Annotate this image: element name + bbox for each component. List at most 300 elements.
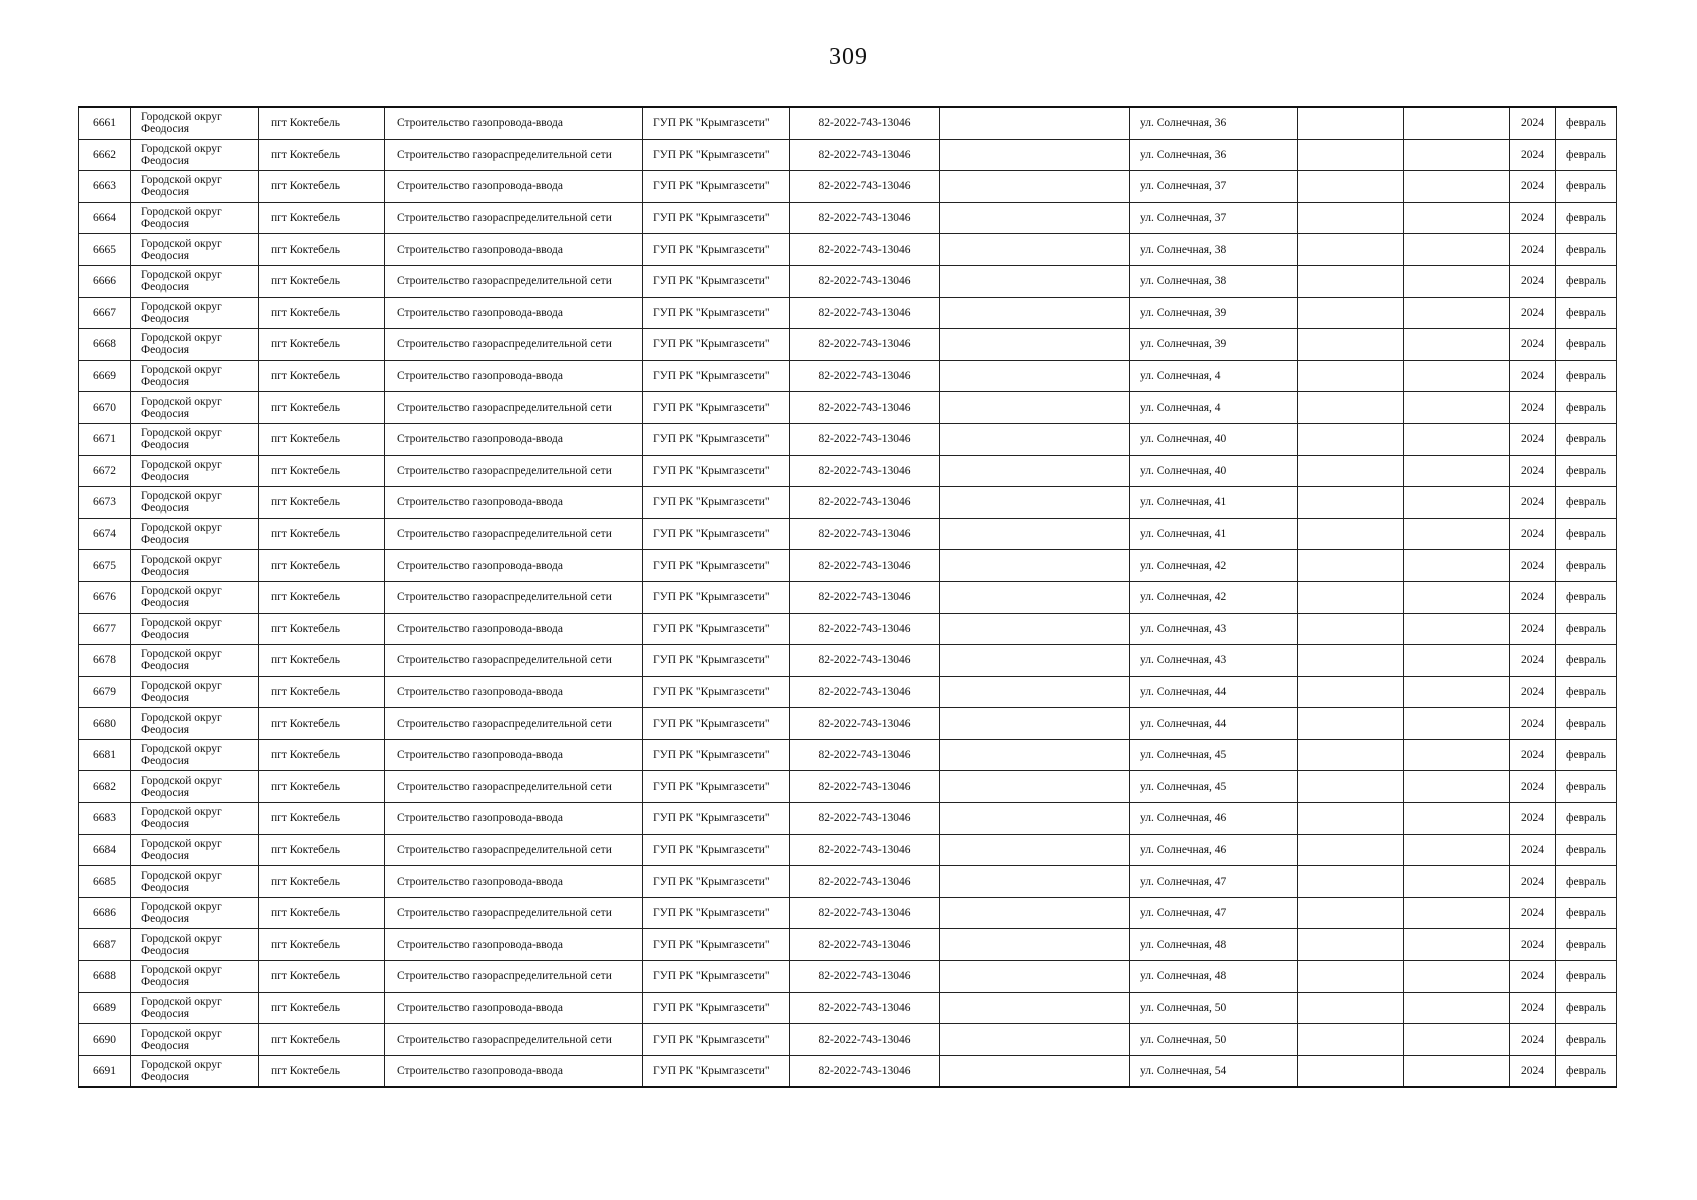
month-cell: февраль (1556, 645, 1617, 677)
program-code-cell: 82-2022-743-13046 (790, 929, 940, 961)
work-type-cell: Строительство газопровода-ввода (385, 107, 643, 139)
row-number: 6689 (79, 992, 131, 1024)
address-cell: ул. Солнечная, 39 (1130, 297, 1298, 329)
program-code-cell: 82-2022-743-13046 (790, 329, 940, 361)
work-type-cell: Строительство газопровода-ввода (385, 297, 643, 329)
empty-cell (940, 992, 1130, 1024)
empty-cell (1298, 423, 1404, 455)
table-row (79, 771, 1617, 803)
address-cell: ул. Солнечная, 54 (1130, 1055, 1298, 1087)
table-row (79, 171, 1617, 203)
row-number: 6676 (79, 581, 131, 613)
empty-cell (1298, 265, 1404, 297)
table-row (79, 107, 1617, 139)
settlement-cell: пгт Коктебель (259, 107, 385, 139)
table-row (79, 329, 1617, 361)
row-number: 6686 (79, 897, 131, 929)
table-row (79, 708, 1617, 740)
district-cell: Городской округ Феодосия (131, 107, 259, 139)
work-type-cell: Строительство газораспределительной сети (385, 202, 643, 234)
district-cell: Городской округ Феодосия (131, 866, 259, 898)
organization-cell: ГУП РК "Крымгазсети" (643, 423, 790, 455)
district-cell: Городской округ Феодосия (131, 518, 259, 550)
table-row (79, 897, 1617, 929)
row-number: 6668 (79, 329, 131, 361)
month-cell: февраль (1556, 550, 1617, 582)
district-cell: Городской округ Феодосия (131, 771, 259, 803)
row-number: 6685 (79, 866, 131, 898)
empty-cell (940, 487, 1130, 519)
empty-cell (940, 1055, 1130, 1087)
district-cell: Городской округ Феодосия (131, 834, 259, 866)
program-code-cell: 82-2022-743-13046 (790, 739, 940, 771)
empty-cell (1298, 1055, 1404, 1087)
program-code-cell: 82-2022-743-13046 (790, 265, 940, 297)
month-cell: февраль (1556, 392, 1617, 424)
month-cell: февраль (1556, 676, 1617, 708)
row-number: 6690 (79, 1024, 131, 1056)
address-cell: ул. Солнечная, 42 (1130, 550, 1298, 582)
program-code-cell: 82-2022-743-13046 (790, 676, 940, 708)
empty-cell (1298, 897, 1404, 929)
empty-cell (1298, 202, 1404, 234)
table-row (79, 1024, 1617, 1056)
empty-cell (940, 392, 1130, 424)
settlement-cell: пгт Коктебель (259, 771, 385, 803)
empty-cell (940, 360, 1130, 392)
table-row (79, 1055, 1617, 1087)
table-row (79, 834, 1617, 866)
work-type-cell: Строительство газораспределительной сети (385, 645, 643, 677)
program-code-cell: 82-2022-743-13046 (790, 360, 940, 392)
year-cell: 2024 (1510, 234, 1556, 266)
address-cell: ул. Солнечная, 37 (1130, 202, 1298, 234)
row-number: 6666 (79, 265, 131, 297)
address-cell: ул. Солнечная, 4 (1130, 360, 1298, 392)
empty-cell (940, 265, 1130, 297)
row-number: 6681 (79, 739, 131, 771)
empty-cell (940, 676, 1130, 708)
empty-cell (940, 645, 1130, 677)
settlement-cell: пгт Коктебель (259, 171, 385, 203)
settlement-cell: пгт Коктебель (259, 834, 385, 866)
empty-cell (1404, 1024, 1510, 1056)
month-cell: февраль (1556, 739, 1617, 771)
year-cell: 2024 (1510, 265, 1556, 297)
program-code-cell: 82-2022-743-13046 (790, 392, 940, 424)
district-cell: Городской округ Феодосия (131, 645, 259, 677)
address-cell: ул. Солнечная, 40 (1130, 423, 1298, 455)
table-row (79, 613, 1617, 645)
address-cell: ул. Солнечная, 48 (1130, 929, 1298, 961)
year-cell: 2024 (1510, 961, 1556, 993)
row-number: 6675 (79, 550, 131, 582)
row-number: 6662 (79, 139, 131, 171)
empty-cell (1404, 265, 1510, 297)
settlement-cell: пгт Коктебель (259, 202, 385, 234)
empty-cell (1404, 771, 1510, 803)
empty-cell (1298, 1024, 1404, 1056)
row-number: 6667 (79, 297, 131, 329)
month-cell: февраль (1556, 992, 1617, 1024)
address-cell: ул. Солнечная, 45 (1130, 739, 1298, 771)
work-type-cell: Строительство газораспределительной сети (385, 518, 643, 550)
address-cell: ул. Солнечная, 45 (1130, 771, 1298, 803)
empty-cell (940, 297, 1130, 329)
empty-cell (1298, 329, 1404, 361)
district-cell: Городской округ Феодосия (131, 676, 259, 708)
table-row (79, 866, 1617, 898)
month-cell: февраль (1556, 1024, 1617, 1056)
district-cell: Городской округ Феодосия (131, 329, 259, 361)
settlement-cell: пгт Коктебель (259, 708, 385, 740)
address-cell: ул. Солнечная, 46 (1130, 803, 1298, 835)
address-cell: ул. Солнечная, 44 (1130, 708, 1298, 740)
year-cell: 2024 (1510, 1055, 1556, 1087)
program-code-cell: 82-2022-743-13046 (790, 107, 940, 139)
row-number: 6691 (79, 1055, 131, 1087)
month-cell: февраль (1556, 929, 1617, 961)
empty-cell (1298, 708, 1404, 740)
gas-works-registry-table (78, 106, 1617, 1088)
work-type-cell: Строительство газораспределительной сети (385, 329, 643, 361)
empty-cell (1404, 708, 1510, 740)
settlement-cell: пгт Коктебель (259, 265, 385, 297)
month-cell: февраль (1556, 834, 1617, 866)
empty-cell (1404, 961, 1510, 993)
month-cell: февраль (1556, 897, 1617, 929)
year-cell: 2024 (1510, 613, 1556, 645)
row-number: 6679 (79, 676, 131, 708)
table-row (79, 645, 1617, 677)
month-cell: февраль (1556, 139, 1617, 171)
settlement-cell: пгт Коктебель (259, 1055, 385, 1087)
program-code-cell: 82-2022-743-13046 (790, 234, 940, 266)
organization-cell: ГУП РК "Крымгазсети" (643, 360, 790, 392)
empty-cell (940, 771, 1130, 803)
district-cell: Городской округ Феодосия (131, 139, 259, 171)
program-code-cell: 82-2022-743-13046 (790, 423, 940, 455)
organization-cell: ГУП РК "Крымгазсети" (643, 139, 790, 171)
empty-cell (1404, 803, 1510, 835)
empty-cell (1404, 234, 1510, 266)
empty-cell (1298, 581, 1404, 613)
year-cell: 2024 (1510, 645, 1556, 677)
year-cell: 2024 (1510, 708, 1556, 740)
organization-cell: ГУП РК "Крымгазсети" (643, 645, 790, 677)
organization-cell: ГУП РК "Крымгазсети" (643, 171, 790, 203)
work-type-cell: Строительство газораспределительной сети (385, 834, 643, 866)
row-number: 6670 (79, 392, 131, 424)
program-code-cell: 82-2022-743-13046 (790, 961, 940, 993)
row-number: 6663 (79, 171, 131, 203)
empty-cell (1298, 297, 1404, 329)
district-cell: Городской округ Феодосия (131, 202, 259, 234)
program-code-cell: 82-2022-743-13046 (790, 803, 940, 835)
organization-cell: ГУП РК "Крымгазсети" (643, 202, 790, 234)
empty-cell (1298, 487, 1404, 519)
year-cell: 2024 (1510, 676, 1556, 708)
row-number: 6673 (79, 487, 131, 519)
empty-cell (1298, 107, 1404, 139)
work-type-cell: Строительство газораспределительной сети (385, 392, 643, 424)
row-number: 6682 (79, 771, 131, 803)
table-row (79, 518, 1617, 550)
row-number: 6664 (79, 202, 131, 234)
row-number: 6672 (79, 455, 131, 487)
empty-cell (940, 423, 1130, 455)
address-cell: ул. Солнечная, 38 (1130, 234, 1298, 266)
district-cell: Городской округ Феодосия (131, 234, 259, 266)
address-cell: ул. Солнечная, 36 (1130, 107, 1298, 139)
month-cell: февраль (1556, 423, 1617, 455)
month-cell: февраль (1556, 708, 1617, 740)
empty-cell (940, 455, 1130, 487)
settlement-cell: пгт Коктебель (259, 803, 385, 835)
settlement-cell: пгт Коктебель (259, 234, 385, 266)
address-cell: ул. Солнечная, 43 (1130, 645, 1298, 677)
empty-cell (1298, 613, 1404, 645)
table-row (79, 487, 1617, 519)
empty-cell (940, 1024, 1130, 1056)
empty-cell (1298, 771, 1404, 803)
month-cell: февраль (1556, 866, 1617, 898)
district-cell: Городской округ Феодосия (131, 487, 259, 519)
work-type-cell: Строительство газораспределительной сети (385, 455, 643, 487)
empty-cell (940, 803, 1130, 835)
year-cell: 2024 (1510, 297, 1556, 329)
empty-cell (1298, 866, 1404, 898)
program-code-cell: 82-2022-743-13046 (790, 1055, 940, 1087)
work-type-cell: Строительство газопровода-ввода (385, 676, 643, 708)
empty-cell (1298, 645, 1404, 677)
row-number: 6678 (79, 645, 131, 677)
program-code-cell: 82-2022-743-13046 (790, 581, 940, 613)
address-cell: ул. Солнечная, 46 (1130, 834, 1298, 866)
empty-cell (1404, 139, 1510, 171)
empty-cell (940, 107, 1130, 139)
empty-cell (1404, 392, 1510, 424)
program-code-cell: 82-2022-743-13046 (790, 171, 940, 203)
work-type-cell: Строительство газопровода-ввода (385, 234, 643, 266)
district-cell: Городской округ Феодосия (131, 171, 259, 203)
empty-cell (1298, 360, 1404, 392)
address-cell: ул. Солнечная, 38 (1130, 265, 1298, 297)
row-number: 6669 (79, 360, 131, 392)
district-cell: Городской округ Феодосия (131, 297, 259, 329)
program-code-cell: 82-2022-743-13046 (790, 297, 940, 329)
empty-cell (940, 929, 1130, 961)
row-number: 6661 (79, 107, 131, 139)
organization-cell: ГУП РК "Крымгазсети" (643, 961, 790, 993)
address-cell: ул. Солнечная, 48 (1130, 961, 1298, 993)
empty-cell (1404, 297, 1510, 329)
table-row (79, 992, 1617, 1024)
settlement-cell: пгт Коктебель (259, 550, 385, 582)
year-cell: 2024 (1510, 360, 1556, 392)
work-type-cell: Строительство газопровода-ввода (385, 613, 643, 645)
organization-cell: ГУП РК "Крымгазсети" (643, 392, 790, 424)
program-code-cell: 82-2022-743-13046 (790, 1024, 940, 1056)
settlement-cell: пгт Коктебель (259, 360, 385, 392)
empty-cell (940, 518, 1130, 550)
organization-cell: ГУП РК "Крымгазсети" (643, 708, 790, 740)
empty-cell (1404, 676, 1510, 708)
table-row (79, 739, 1617, 771)
organization-cell: ГУП РК "Крымгазсети" (643, 1055, 790, 1087)
empty-cell (1298, 234, 1404, 266)
district-cell: Городской округ Феодосия (131, 992, 259, 1024)
page-number: 309 (829, 44, 868, 70)
year-cell: 2024 (1510, 139, 1556, 171)
year-cell: 2024 (1510, 581, 1556, 613)
settlement-cell: пгт Коктебель (259, 423, 385, 455)
address-cell: ул. Солнечная, 36 (1130, 139, 1298, 171)
year-cell: 2024 (1510, 897, 1556, 929)
work-type-cell: Строительство газопровода-ввода (385, 360, 643, 392)
program-code-cell: 82-2022-743-13046 (790, 613, 940, 645)
empty-cell (1404, 202, 1510, 234)
work-type-cell: Строительство газораспределительной сети (385, 581, 643, 613)
program-code-cell: 82-2022-743-13046 (790, 771, 940, 803)
empty-cell (940, 234, 1130, 266)
address-cell: ул. Солнечная, 50 (1130, 1024, 1298, 1056)
district-cell: Городской округ Феодосия (131, 961, 259, 993)
empty-cell (940, 202, 1130, 234)
organization-cell: ГУП РК "Крымгазсети" (643, 739, 790, 771)
table-row (79, 139, 1617, 171)
settlement-cell: пгт Коктебель (259, 645, 385, 677)
table-row (79, 423, 1617, 455)
row-number: 6680 (79, 708, 131, 740)
district-cell: Городской округ Феодосия (131, 929, 259, 961)
work-type-cell: Строительство газораспределительной сети (385, 771, 643, 803)
empty-cell (1404, 550, 1510, 582)
organization-cell: ГУП РК "Крымгазсети" (643, 1024, 790, 1056)
year-cell: 2024 (1510, 771, 1556, 803)
organization-cell: ГУП РК "Крымгазсети" (643, 676, 790, 708)
year-cell: 2024 (1510, 487, 1556, 519)
row-number: 6665 (79, 234, 131, 266)
empty-cell (1404, 739, 1510, 771)
empty-cell (1298, 676, 1404, 708)
address-cell: ул. Солнечная, 44 (1130, 676, 1298, 708)
table-row (79, 929, 1617, 961)
month-cell: февраль (1556, 265, 1617, 297)
year-cell: 2024 (1510, 392, 1556, 424)
organization-cell: ГУП РК "Крымгазсети" (643, 518, 790, 550)
empty-cell (1404, 360, 1510, 392)
table-row (79, 676, 1617, 708)
empty-cell (940, 329, 1130, 361)
district-cell: Городской округ Феодосия (131, 803, 259, 835)
empty-cell (1404, 992, 1510, 1024)
settlement-cell: пгт Коктебель (259, 866, 385, 898)
empty-cell (940, 739, 1130, 771)
month-cell: февраль (1556, 234, 1617, 266)
settlement-cell: пгт Коктебель (259, 581, 385, 613)
month-cell: февраль (1556, 107, 1617, 139)
settlement-cell: пгт Коктебель (259, 676, 385, 708)
empty-cell (1298, 992, 1404, 1024)
empty-cell (1404, 518, 1510, 550)
district-cell: Городской округ Феодосия (131, 392, 259, 424)
address-cell: ул. Солнечная, 43 (1130, 613, 1298, 645)
table-row (79, 392, 1617, 424)
year-cell: 2024 (1510, 1024, 1556, 1056)
row-number: 6683 (79, 803, 131, 835)
empty-cell (1298, 929, 1404, 961)
empty-cell (940, 866, 1130, 898)
organization-cell: ГУП РК "Крымгазсети" (643, 550, 790, 582)
district-cell: Городской округ Феодосия (131, 423, 259, 455)
month-cell: февраль (1556, 771, 1617, 803)
work-type-cell: Строительство газопровода-ввода (385, 929, 643, 961)
settlement-cell: пгт Коктебель (259, 487, 385, 519)
year-cell: 2024 (1510, 803, 1556, 835)
organization-cell: ГУП РК "Крымгазсети" (643, 866, 790, 898)
row-number: 6677 (79, 613, 131, 645)
year-cell: 2024 (1510, 171, 1556, 203)
settlement-cell: пгт Коктебель (259, 961, 385, 993)
row-number: 6688 (79, 961, 131, 993)
empty-cell (1404, 866, 1510, 898)
organization-cell: ГУП РК "Крымгазсети" (643, 897, 790, 929)
empty-cell (1404, 455, 1510, 487)
district-cell: Городской округ Феодосия (131, 739, 259, 771)
settlement-cell: пгт Коктебель (259, 297, 385, 329)
work-type-cell: Строительство газопровода-ввода (385, 739, 643, 771)
month-cell: февраль (1556, 202, 1617, 234)
empty-cell (1404, 171, 1510, 203)
empty-cell (1298, 739, 1404, 771)
address-cell: ул. Солнечная, 41 (1130, 487, 1298, 519)
empty-cell (940, 708, 1130, 740)
organization-cell: ГУП РК "Крымгазсети" (643, 929, 790, 961)
table-row (79, 455, 1617, 487)
district-cell: Городской округ Феодосия (131, 581, 259, 613)
work-type-cell: Строительство газопровода-ввода (385, 550, 643, 582)
address-cell: ул. Солнечная, 41 (1130, 518, 1298, 550)
work-type-cell: Строительство газопровода-ввода (385, 866, 643, 898)
organization-cell: ГУП РК "Крымгазсети" (643, 107, 790, 139)
empty-cell (1298, 139, 1404, 171)
work-type-cell: Строительство газораспределительной сети (385, 708, 643, 740)
work-type-cell: Строительство газопровода-ввода (385, 487, 643, 519)
month-cell: февраль (1556, 581, 1617, 613)
empty-cell (1404, 645, 1510, 677)
address-cell: ул. Солнечная, 39 (1130, 329, 1298, 361)
empty-cell (1404, 329, 1510, 361)
empty-cell (940, 139, 1130, 171)
settlement-cell: пгт Коктебель (259, 139, 385, 171)
program-code-cell: 82-2022-743-13046 (790, 455, 940, 487)
settlement-cell: пгт Коктебель (259, 613, 385, 645)
address-cell: ул. Солнечная, 47 (1130, 866, 1298, 898)
empty-cell (1404, 834, 1510, 866)
settlement-cell: пгт Коктебель (259, 739, 385, 771)
empty-cell (1298, 961, 1404, 993)
settlement-cell: пгт Коктебель (259, 392, 385, 424)
empty-cell (1404, 487, 1510, 519)
month-cell: февраль (1556, 455, 1617, 487)
address-cell: ул. Солнечная, 40 (1130, 455, 1298, 487)
month-cell: февраль (1556, 803, 1617, 835)
empty-cell (1298, 803, 1404, 835)
address-cell: ул. Солнечная, 50 (1130, 992, 1298, 1024)
work-type-cell: Строительство газораспределительной сети (385, 139, 643, 171)
address-cell: ул. Солнечная, 42 (1130, 581, 1298, 613)
